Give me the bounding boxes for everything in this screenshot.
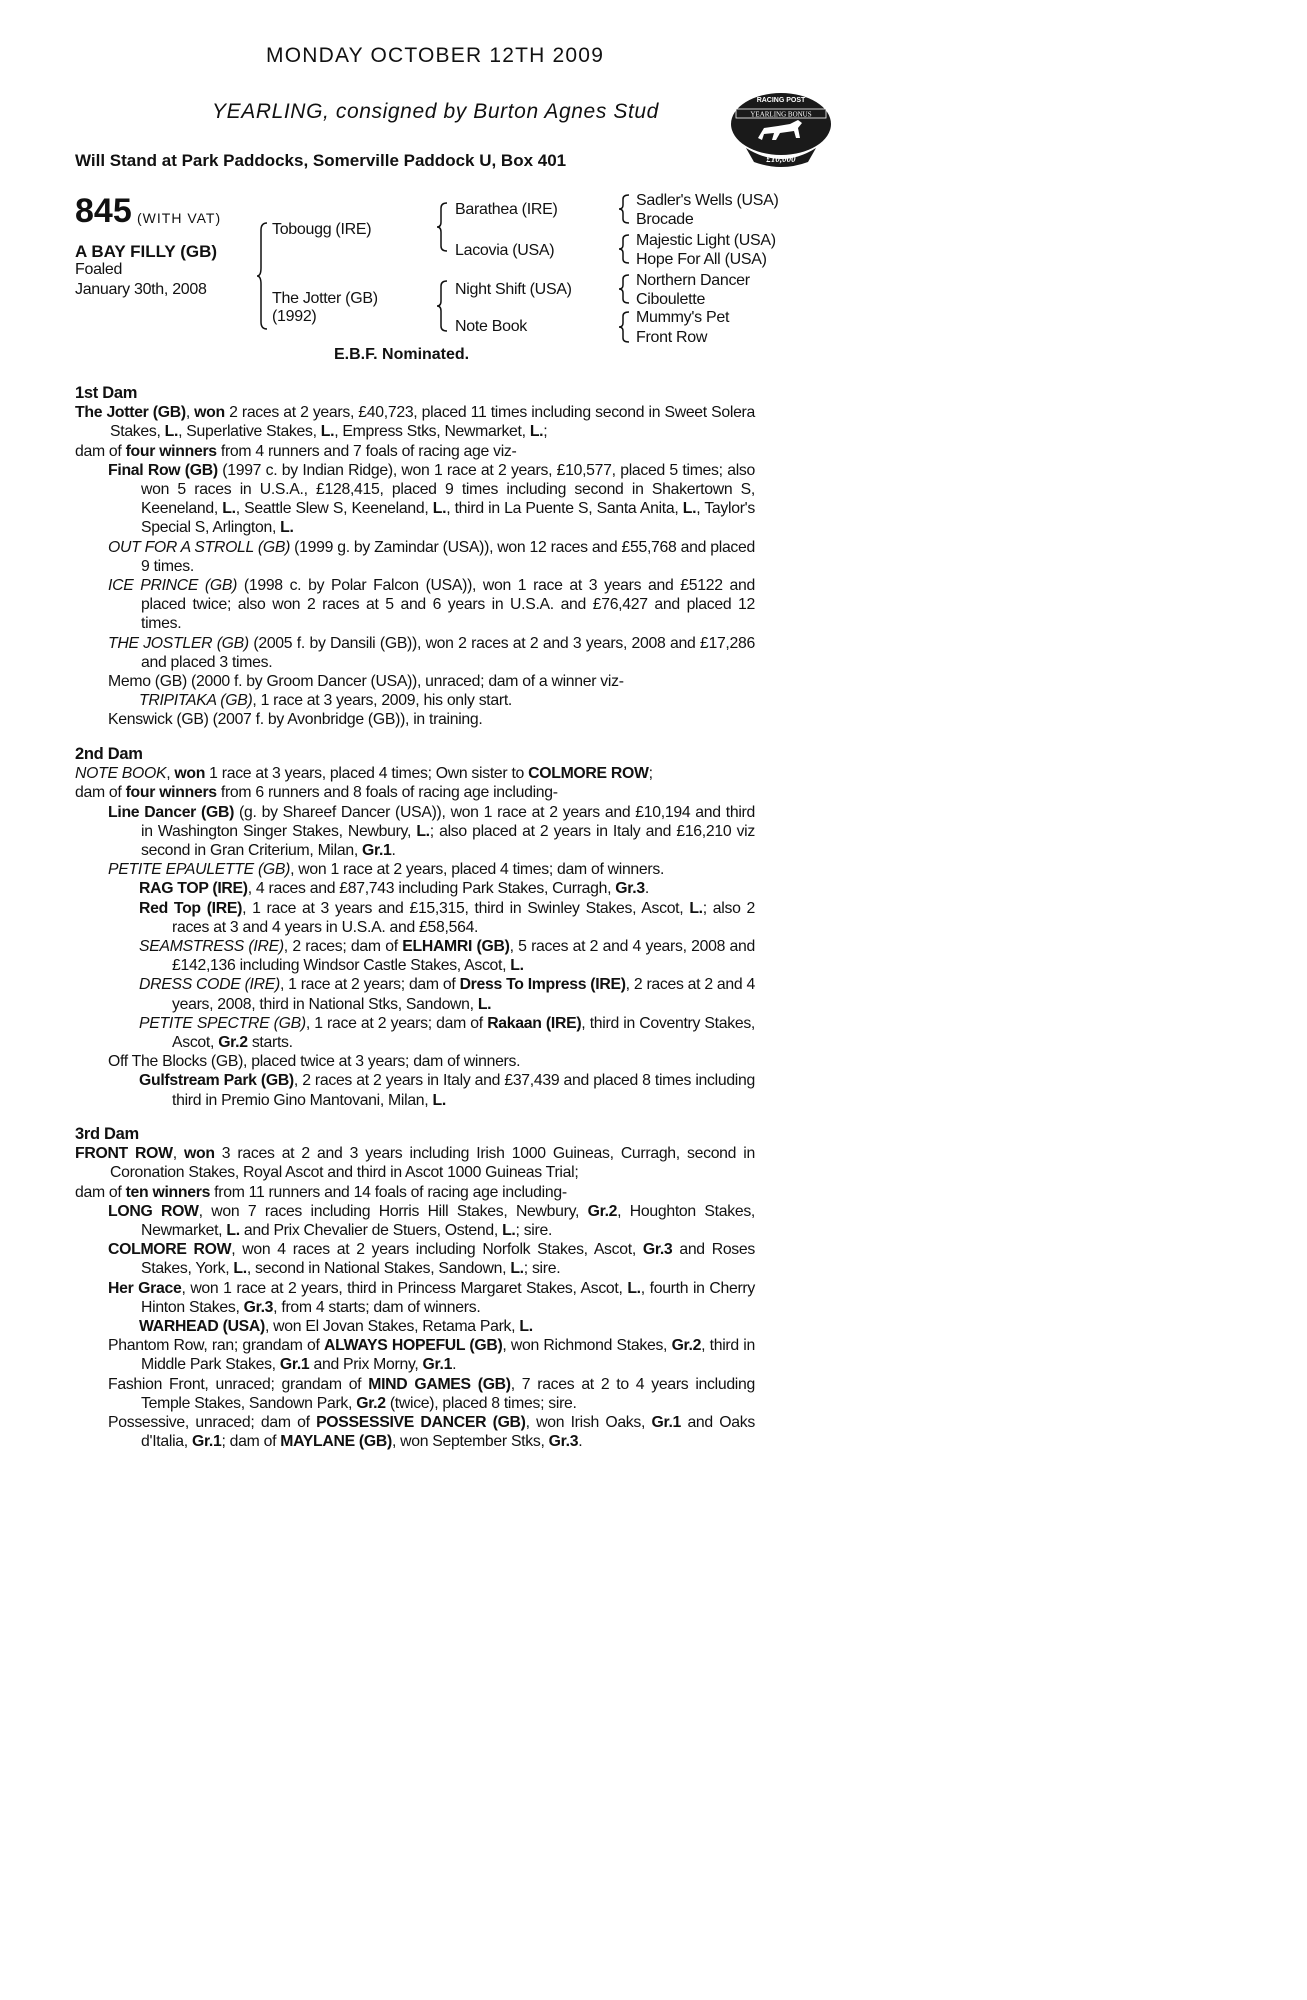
pedigree-g7: Mummy's Pet [636,309,730,326]
pedigree-sire-dam: Lacovia (USA) [455,242,555,259]
foaled-date: January 30th, 2008 [75,281,207,298]
pedigree-brace-g2 [618,234,630,264]
pedigree-sire-sire: Barathea (IRE) [455,201,558,218]
third-dam-section [75,1125,755,1451]
pedigree-g6: Ciboulette [636,291,706,308]
produce-her-grace: Her Grace, won 1 race at 2 years, third in Princess Margaret Stakes, Ascot, L., fourth in Cherry Hinton Stakes, Gr.3, from 4 starts; dam of winners. [108,1279,755,1316]
produce-red-top: Red Top (IRE), 1 race at 3 years and £15,315, third in Swinley Stakes, Ascot, L.; also 2 races at 3 and 4 years in U.S.A. and £58,564. [139,899,756,936]
consignor-line: YEARLING, consigned by Burton Agnes Stud [212,100,659,123]
pedigree-g3: Majestic Light (USA) [636,232,776,249]
produce-tripitaka: TRIPITAKA (GB), 1 race at 3 years, 2009, his only start. [139,692,513,710]
second-dam-text: NOTE BOOK, won 1 race at 3 years, placed 4 times; Own sister to COLMORE ROW; [75,765,653,783]
third-dam-heading: 3rd Dam [75,1125,139,1143]
second-dam-section [75,745,755,1110]
second-dam-produce-intro: dam of four winners from 6 runners and 8 foals of racing age including- [75,784,558,802]
produce-colmore-row: COLMORE ROW, won 4 races at 2 years including Norfolk Stakes, Ascot, Gr.3 and Roses Stakes, York, L., second in National Stakes, Sandown, L.; sire. [108,1241,755,1278]
pedigree-brace-dam [436,280,448,332]
produce-the-jostler: THE JOSTLER (GB) (2005 f. by Dansili (GB)), won 2 races at 2 and 3 years, 2008 and £17,286 and placed 3 times. [108,634,755,671]
produce-out-for-a-stroll: OUT FOR A STROLL (GB) (1999 g. by Zamindar (USA)), won 12 races and £55,768 and placed 9 times. [108,538,755,575]
produce-warhead: WARHEAD (USA), won El Jovan Stakes, Retama Park, L. [139,1318,533,1336]
pedigree-brace-main [256,222,268,330]
pedigree-dam-dam: Note Book [455,318,528,335]
badge-top-text: RACING POST [756,97,806,104]
pedigree-g4: Hope For All (USA) [636,251,767,268]
pedigree-dam: The Jotter (GB) [272,290,378,307]
third-dam-text: FRONT ROW, won 3 races at 2 and 3 years including Irish 1000 Guineas, Curragh, second in Coronation Stakes, Royal Ascot and third in Ascot 1000 Guineas Trial; [75,1145,755,1182]
foaled-label: Foaled [75,261,123,278]
produce-kenswick: Kenswick (GB) (2007 f. by Avonbridge (GB)), in training. [108,711,483,729]
produce-final-row: Final Row (GB) (1997 c. by Indian Ridge), won 1 race at 2 years, £10,577, placed 5 times; also won 5 races in U.S.A., £128,415, placed 9 times including second in Shakertown S, Keeneland, L., Seattle Slew S, Keeneland, L., third in La Puente S, Santa Anita, L., Taylor's Special S, Arlington, L. [108,461,755,537]
horse-name: A BAY FILLY (GB) [75,242,218,261]
produce-long-row: LONG ROW, won 7 races including Horris Hill Stakes, Newbury, Gr.2, Houghton Stakes, Newmarket, L. and Prix Chevalier de Stuers, Ostend, L.; sire. [108,1202,756,1240]
first-dam-section [75,384,755,730]
pedigree-brace-g4 [618,311,630,343]
stand-location: Will Stand at Park Paddocks, Somerville Paddock U, Box 401 [75,151,567,170]
first-dam-text: The Jotter (GB), won 2 races at 2 years, £40,723, placed 11 times including second in Sweet Solera Stakes, L., Superlative Stakes, L., Empress Stks, Newmarket, L.; [75,404,755,441]
pedigree-sire: Tobougg (IRE) [272,221,372,238]
pedigree-brace-g1 [618,194,630,224]
produce-seamstress: SEAMSTRESS (IRE), 2 races; dam of ELHAMRI (GB), 5 races at 2 and 4 years, 2008 and £142,136 including Windsor Castle Stakes, Ascot, L. [139,938,756,975]
produce-rag-top: RAG TOP (IRE), 4 races and £87,743 including Park Stakes, Curragh, Gr.3. [139,880,649,898]
pedigree-dam-year: (1992) [272,308,317,325]
third-dam-produce-intro: dam of ten winners from 11 runners and 14 foals of racing age including- [75,1183,567,1201]
lot-number: 845 [75,192,132,230]
pedigree-g8: Front Row [636,329,708,346]
lot-vat-note: (WITH VAT) [137,210,222,226]
produce-gulfstream-park: Gulfstream Park (GB), 2 races at 2 years in Italy and £37,439 and placed 8 times including third in Premio Gino Mantovani, Milan, L. [139,1072,755,1109]
second-dam-heading: 2nd Dam [75,745,143,763]
produce-petite-spectre: PETITE SPECTRE (GB), 1 race at 2 years; dam of Rakaan (IRE), third in Coventry Stakes, Ascot, Gr.2 starts. [139,1014,756,1052]
ebf-nominated: E.B.F. Nominated. [334,346,470,363]
first-dam-heading: 1st Dam [75,384,138,402]
pedigree-g2: Brocade [636,211,694,228]
produce-dress-code: DRESS CODE (IRE), 1 race at 2 years; dam of Dress To Impress (IRE), 2 races at 2 and 4 years, 2008, third in National Stks, Sandown, L. [139,976,755,1013]
badge-amount-text: £10,000 [766,154,796,164]
produce-phantom-row: Phantom Row, ran; grandam of ALWAYS HOPEFUL (GB), won Richmond Stakes, Gr.2, third in Middle Park Stakes, Gr.1 and Prix Morny, Gr.1. [108,1337,755,1374]
sale-date: MONDAY OCTOBER 12TH 2009 [266,44,605,67]
produce-off-the-blocks: Off The Blocks (GB), placed twice at 3 years; dam of winners. [108,1053,521,1071]
produce-fashion-front: Fashion Front, unraced; grandam of MIND GAMES (GB), 7 races at 2 to 4 years including Temple Stakes, Sandown Park, Gr.2 (twice), placed 8 times; sire. [108,1375,755,1412]
pedigree-g1: Sadler's Wells (USA) [636,192,779,209]
badge-middle-text: YEARLING BONUS [750,110,812,119]
pedigree-dam-sire: Night Shift (USA) [455,281,572,298]
pedigree-brace-g3 [618,274,630,304]
pedigree-g5: Northern Dancer [636,272,750,289]
pedigree-brace-sire [436,202,448,252]
produce-memo: Memo (GB) (2000 f. by Groom Dancer (USA)), unraced; dam of a winner viz- [108,673,624,691]
produce-ice-prince: ICE PRINCE (GB) (1998 c. by Polar Falcon (USA)), won 1 race at 3 years and £5122 and placed twice; also won 2 races at 5 and 6 years in U.S.A. and £76,427 and placed 12 times. [108,577,755,633]
yearling-bonus-badge-icon [728,90,834,168]
produce-possessive: Possessive, unraced; dam of POSSESSIVE DANCER (GB), won Irish Oaks, Gr.1 and Oaks d'Italia, Gr.1; dam of MAYLANE (GB), won September Stks, Gr.3. [108,1414,755,1451]
first-dam-produce-intro: dam of four winners from 4 runners and 7 foals of racing age viz- [75,442,517,460]
produce-line-dancer: Line Dancer (GB) (g. by Shareef Dancer (USA)), won 1 race at 2 years and £10,194 and third in Washington Singer Stakes, Newbury, L.; also placed at 2 years in Italy and £16,210 viz second in Gran Criterium, Milan, Gr.1. [108,803,755,860]
produce-petite-epaulette: PETITE EPAULETTE (GB), won 1 race at 2 years, placed 4 times; dam of winners. [108,861,665,879]
